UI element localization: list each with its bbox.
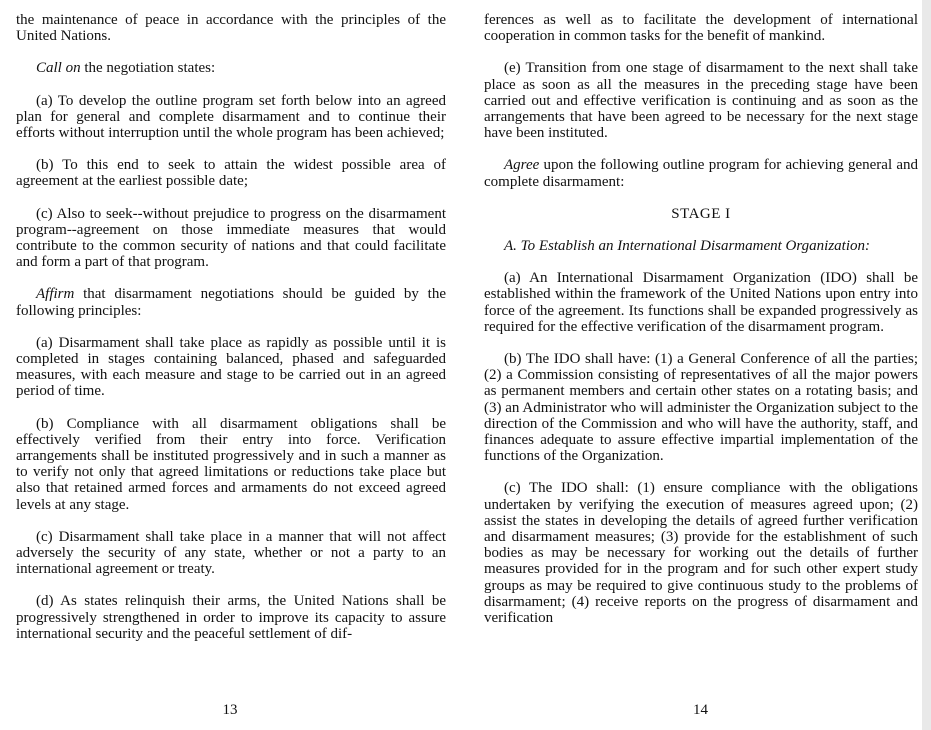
paragraph bbox=[16, 60, 446, 76]
emphasis-lead: Affirm bbox=[36, 286, 75, 303]
paragraph-text: upon the following outline program for achieving general and complete disarmament: bbox=[484, 157, 918, 190]
paragraph-text: the negotiation states: bbox=[80, 60, 216, 77]
paragraph bbox=[484, 12, 918, 44]
paragraph-text: that disarmament negotiations should be guided by the following principles: bbox=[16, 286, 446, 319]
paragraph bbox=[484, 480, 918, 626]
paragraph bbox=[16, 93, 446, 142]
emphasis-lead: Agree bbox=[504, 157, 540, 174]
paragraph-text: (b) To this end to seek to attain the widest possible area of agreement at the earliest possible date; bbox=[16, 157, 446, 190]
paragraph bbox=[484, 270, 918, 335]
paragraph bbox=[484, 157, 918, 189]
emphasis-lead: Call on bbox=[36, 60, 81, 77]
paragraph-text: (b) The IDO shall have: (1) a General Conference of all the parties; (2) a Commission consisting of representatives of all the major powers as permanent members and certain other states on a rotating basis; and (3) an Administrator who will administer the Organization subject to the direction of the Commission and who will have the authority, staff, and finances adequate to assure effective impartial implementation of the functions of the Organization. bbox=[484, 351, 918, 465]
page-left bbox=[0, 0, 460, 730]
paragraph-text: (a) An International Disarmament Organization (IDO) shall be established within the framework of the United Nations upon entry into force of the agreement. Its functions shall be expanded progressively as required for the effective verification of the disarmament program. bbox=[484, 270, 918, 335]
paragraph bbox=[16, 593, 446, 642]
paragraph bbox=[16, 529, 446, 578]
paragraph-text: (a) Disarmament shall take place as rapidly as possible until it is completed in stages containing balanced, phased and safeguarded measures, with each measure and stage to be carried out in an agreed period of time. bbox=[16, 334, 446, 400]
paragraph-text: STAGE I bbox=[671, 205, 731, 222]
paragraph-text: (a) To develop the outline program set forth below into an agreed plan for general and complete disarmament and to continue their efforts without interruption until the whole program has been achieved; bbox=[16, 92, 446, 142]
paragraph bbox=[16, 157, 446, 189]
paragraph-text: (b) Compliance with all disarmament obligations shall be effectively verified from their entry into force. Verification arrangements shall be instituted progressively and in such a manner as to verify not only that agreed limitations or reductions take place but also that retained armed forces and armaments do not exceed agreed levels at any stage. bbox=[16, 415, 446, 513]
paragraph-text: (d) As states relinquish their arms, the United Nations shall be progressively strengthened in order to improve its capacity to assure international security and the peaceful settlement of dif- bbox=[16, 593, 446, 642]
paragraph-text: (e) Transition from one stage of disarmament to the next shall take place as soon as all the measures in the preceding stage have been carried out and effective verification is continuing and as soon as the arrangements that have been agreed to be necessary for the next stage have been instituted. bbox=[484, 60, 918, 142]
stage-heading bbox=[484, 206, 918, 222]
page-number: 14 bbox=[693, 702, 708, 718]
page-edge bbox=[922, 0, 931, 730]
paragraph bbox=[484, 351, 918, 464]
paragraph-text: ferences as well as to facilitate the development of international cooperation in common tasks for the benefit of mankind. bbox=[484, 12, 918, 45]
paragraph-text: (c) Disarmament shall take place in a manner that will not affect adversely the security of any state, whether or not a party to an international agreement or treaty. bbox=[16, 528, 446, 578]
section-heading bbox=[484, 238, 918, 254]
paragraph-text: the maintenance of peace in accordance with the principles of the United Nations. bbox=[16, 12, 446, 45]
paragraph bbox=[16, 416, 446, 513]
paragraph bbox=[484, 60, 918, 141]
paragraph-text: (c) Also to seek--without prejudice to progress on the disarmament program--agreement on those immediate measures that would contribute to the common security of nations and that could facilitate and form a part of that program. bbox=[16, 205, 446, 271]
paragraph-text: A. To Establish an International Disarmament Organization: bbox=[504, 238, 870, 255]
page-right bbox=[470, 0, 931, 730]
text-column bbox=[484, 12, 918, 642]
paragraph bbox=[16, 12, 446, 44]
text-column bbox=[16, 12, 446, 658]
paragraph-text: (c) The IDO shall: (1) ensure compliance with the obligations undertaken by verifying the execution of measures agreed upon; (2) assist the states in developing the details of agreed further verification and disarmament measures; (3) provide for the establishment of such bodies as may be necessary for working out the details of further measures provided for in the program and for such other expert study groups as may be required to give continuous study to the problems of disarmament; (4) receive reports on the progress of disarmament and verification bbox=[484, 480, 918, 627]
page-number: 13 bbox=[222, 702, 238, 718]
paragraph bbox=[16, 335, 446, 400]
paragraph bbox=[16, 286, 446, 318]
paragraph bbox=[16, 206, 446, 271]
